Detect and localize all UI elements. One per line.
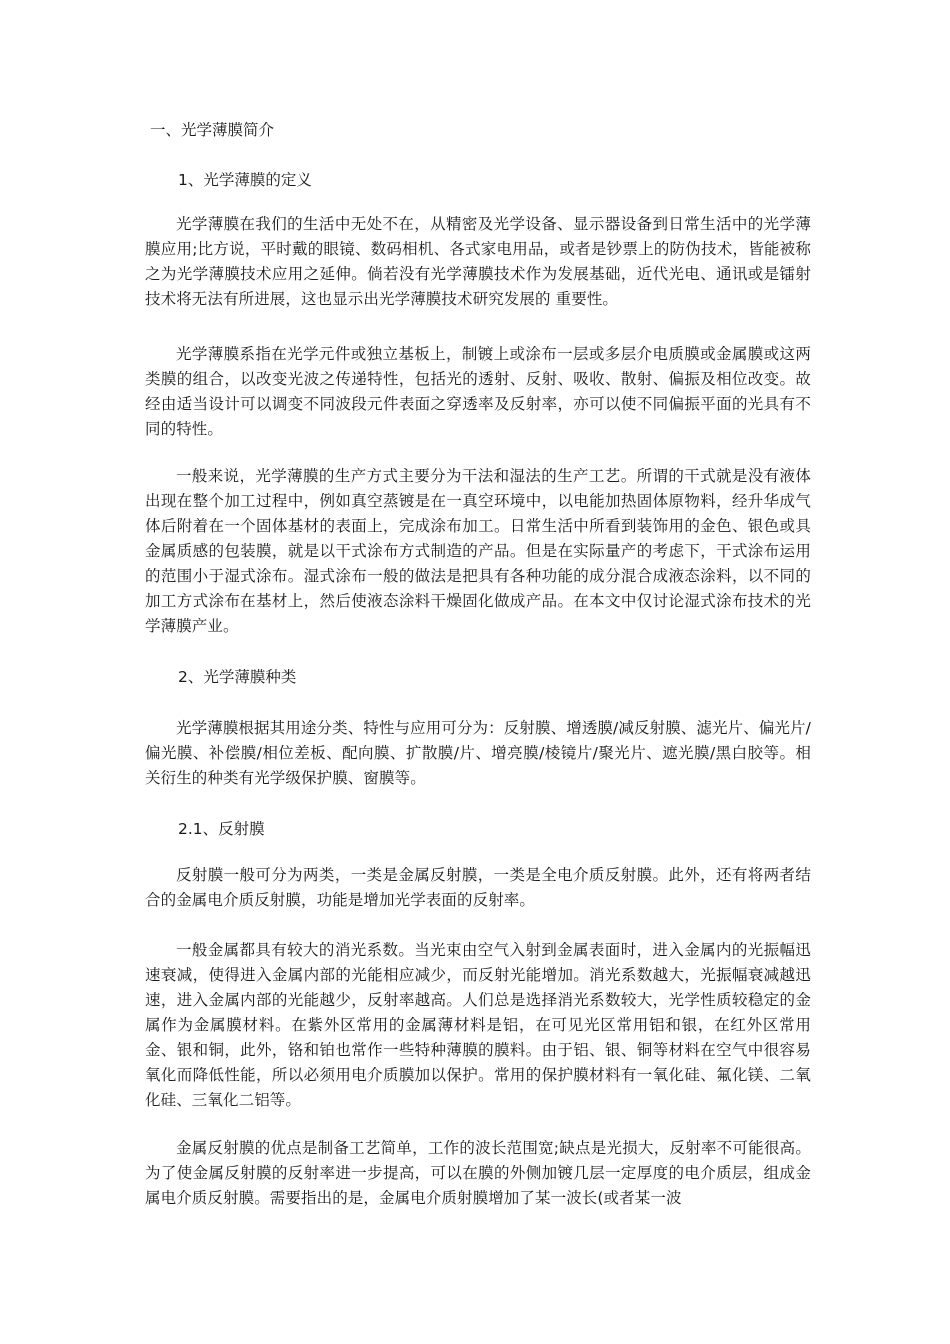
subsection-heading-reflective-film: 2.1、反射膜	[178, 820, 265, 838]
subsection-heading-definition: 1、光学薄膜的定义	[178, 171, 312, 189]
paragraph-metal-extinction: 一般金属都具有较大的消光系数。当光束由空气入射到金属表面时，进入金属内的光振幅迅速衰减，使得进入金属内部的光能相应减少，而反射光能增加。消光系数越大，光振幅衰减越迅速，进入金属内部的光能越少，反射率越高。人们总是选择消光系数较大，光学性质较稳定的金属作为金属膜材料。在紫外区常用的金属薄材料是铝，在可见光区常用铝和银，在红外区常用金、银和铜，此外，铬和铂也常作一些特种薄膜的膜料。由于铝、银、铜等材料在空气中很容易氧化而降低性能，所以必须用电介质膜加以保护。常用的保护膜材料有一氧化硅、氟化镁、二氧化硅、三氧化二铝等。	[145, 941, 811, 1109]
paragraph-reflective-film-intro: 反射膜一般可分为两类，一类是金属反射膜，一类是全电介质反射膜。此外，还有将两者结合的金属电介质反射膜，功能是增加光学表面的反射率。	[145, 866, 811, 909]
paragraph-definition-detail: 光学薄膜系指在光学元件或独立基板上，制镀上或涂布一层或多层介电质膜或金属膜或这两类膜的组合，以改变光波之传递特性，包括光的透射、反射、吸收、散射、偏振及相位改变。故经由适当设计可以调变不同波段元件表面之穿透率及反射率，亦可以使不同偏振平面的光具有不同的特性。	[145, 345, 811, 438]
paragraph-production-methods: 一般来说，光学薄膜的生产方式主要分为干法和湿法的生产工艺。所谓的干式就是没有液体出现在整个加工过程中，例如真空蒸镀是在一真空环境中，以电能加热固体原物料，经升华成气体后附着在一个固体基材的表面上，完成涂布加工。日常生活中所看到装饰用的金色、银色或具金属质感的包装膜，就是以干式涂布方式制造的产品。但是在实际量产的考虑下，干式涂布运用的范围小于湿式涂布。湿式涂布一般的做法是把具有各种功能的成分混合成液态涂料，以不同的加工方式涂布在基材上，然后使液态涂料干燥固化做成产品。在本文中仅讨论湿式涂布技术的光学薄膜产业。	[145, 467, 811, 635]
subsection-heading-types: 2、光学薄膜种类	[178, 668, 297, 686]
paragraph-film-types: 光学薄膜根据其用途分类、特性与应用可分为：反射膜、增透膜/减反射膜、滤光片、偏光片/偏光膜、补偿膜/相位差板、配向膜、扩散膜/片、增亮膜/棱镜片/聚光片、遮光膜/黑白胶等。相关衍生的种类有光学级保护膜、窗膜等。	[145, 719, 811, 787]
paragraph-metal-reflective-film: 金属反射膜的优点是制备工艺简单，工作的波长范围宽;缺点是光损大，反射率不可能很高。为了使金属反射膜的反射率进一步提高，可以在膜的外侧加镀几层一定厚度的电介质层，组成金属电介质反射膜。需要指出的是，金属电介质射膜增加了某一波长(或者某一波	[145, 1139, 811, 1207]
section-heading: 一、光学薄膜简介	[150, 121, 275, 139]
paragraph-definition-intro: 光学薄膜在我们的生活中无处不在，从精密及光学设备、显示器设备到日常生活中的光学薄膜应用;比方说，平时戴的眼镜、数码相机、各式家电用品，或者是钞票上的防伪技术，皆能被称之为光学薄膜技术应用之延伸。倘若没有光学薄膜技术作为发展基础，近代光电、通讯或是镭射技术将无法有所进展，这也显示出光学薄膜技术研究发展的 重要性。	[145, 215, 811, 308]
